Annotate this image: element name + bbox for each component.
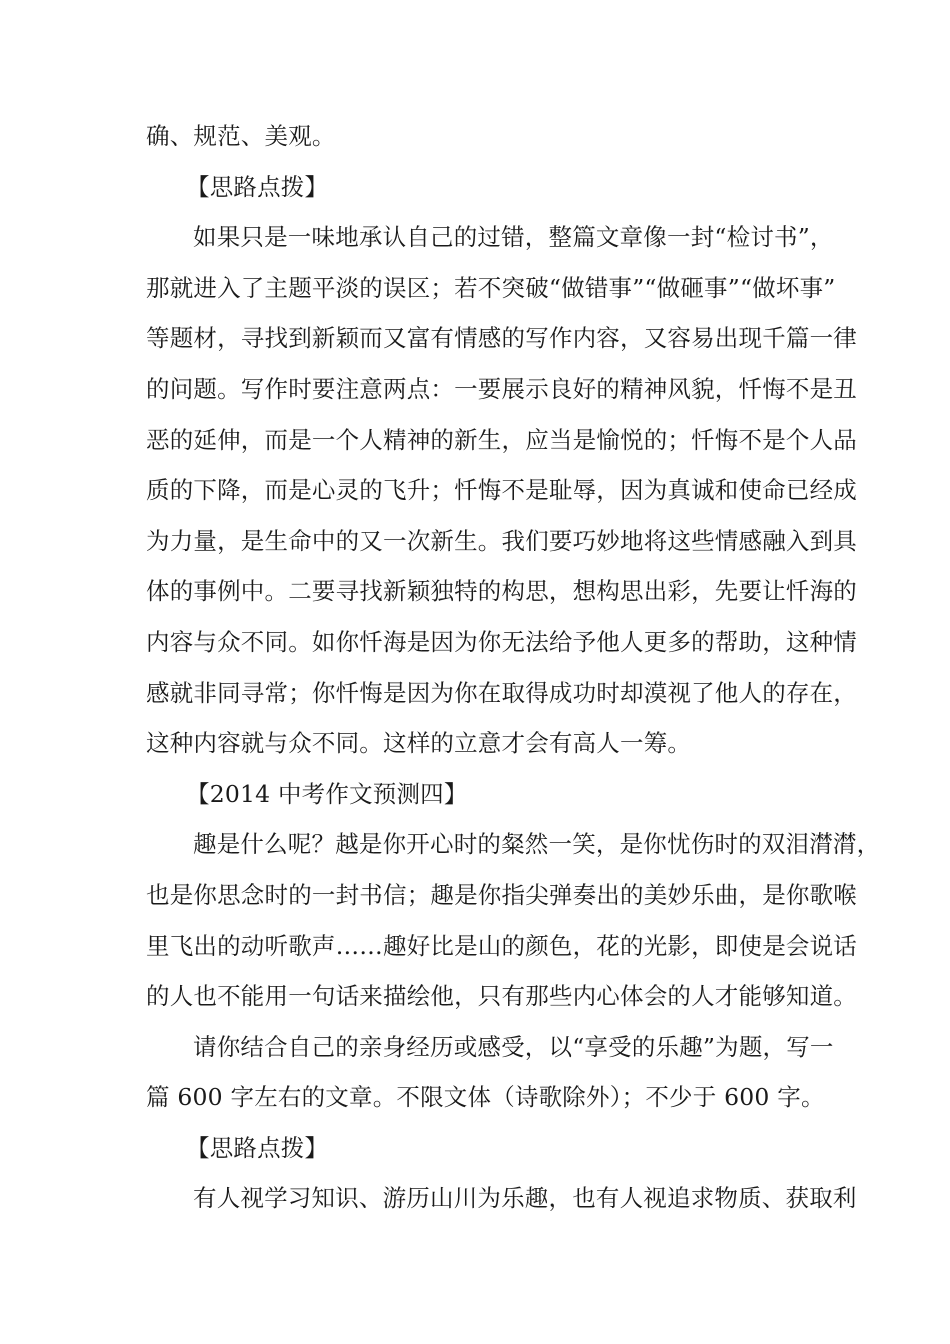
text-line: 的人也不能用一句话来描绘他，只有那些内心体会的人才能够知道。: [146, 982, 857, 1011]
text-line: 感就非同寻常；你忏悔是因为你在取得成功时却漠视了他人的存在，: [146, 678, 857, 707]
text-line: 质的下降，而是心灵的飞升；忏悔不是耻辱，因为真诚和使命已经成: [146, 476, 857, 505]
text-line: 内容与众不同。如你忏海是因为你无法给予他人更多的帮助，这种情: [146, 627, 857, 656]
text-line: 等题材，寻找到新颖而又富有情感的写作内容，又容易出现千篇一律: [146, 324, 857, 353]
paragraph-start-line: 有人视学习知识、游历山川为乐趣，也有人视追求物质、获取利: [193, 1184, 857, 1213]
text-line: 篇 600 字左右的文章。不限文体（诗歌除外）；不少于 600 字。: [146, 1083, 825, 1112]
text-line: 也是你思念时的一封书信；趣是你指尖弹奏出的美妙乐曲，是你歌喉: [146, 880, 857, 909]
text-line: 里飞出的动听歌声……趣好比是山的颜色，花的光影，即使是会说话: [146, 931, 857, 960]
text-line: 恶的延伸，而是一个人精神的新生，应当是愉悦的；忏悔不是个人品: [146, 425, 857, 454]
text-line: 确、规范、美观。: [146, 122, 336, 150]
text-line: 为力量，是生命中的又一次新生。我们要巧妙地将这些情感融入到具: [146, 526, 857, 555]
section-heading: 【思路点拨】: [186, 172, 329, 201]
paragraph-start-line: 请你结合自己的亲身经历或感受，以“享受的乐趣”为题，写一: [193, 1032, 834, 1061]
text-line: 体的事例中。二要寻找新颖独特的构思，想构思出彩，先要让忏海的: [146, 577, 857, 606]
section-heading: 【2014 中考作文预测四】: [186, 779, 468, 808]
text-line: 这种内容就与众不同。这样的立意才会有高人一筹。: [146, 729, 692, 758]
text-line: 的问题。写作时要注意两点：一要展示良好的精神风貌，忏悔不是丑: [146, 374, 857, 403]
text-line: 那就进入了主题平淡的误区；若不突破“做错事”“做砸事”“做坏事”: [146, 273, 836, 302]
paragraph-start-line: 如果只是一味地承认自己的过错，整篇文章像一封“检讨书”，: [193, 223, 834, 252]
section-heading: 【思路点拨】: [186, 1133, 329, 1162]
document-body: [146, 111, 881, 1224]
paragraph-start-line: 趣是什么呢？越是你开心时的粲然一笑，是你忧伤时的双泪潸潸，: [193, 830, 881, 859]
